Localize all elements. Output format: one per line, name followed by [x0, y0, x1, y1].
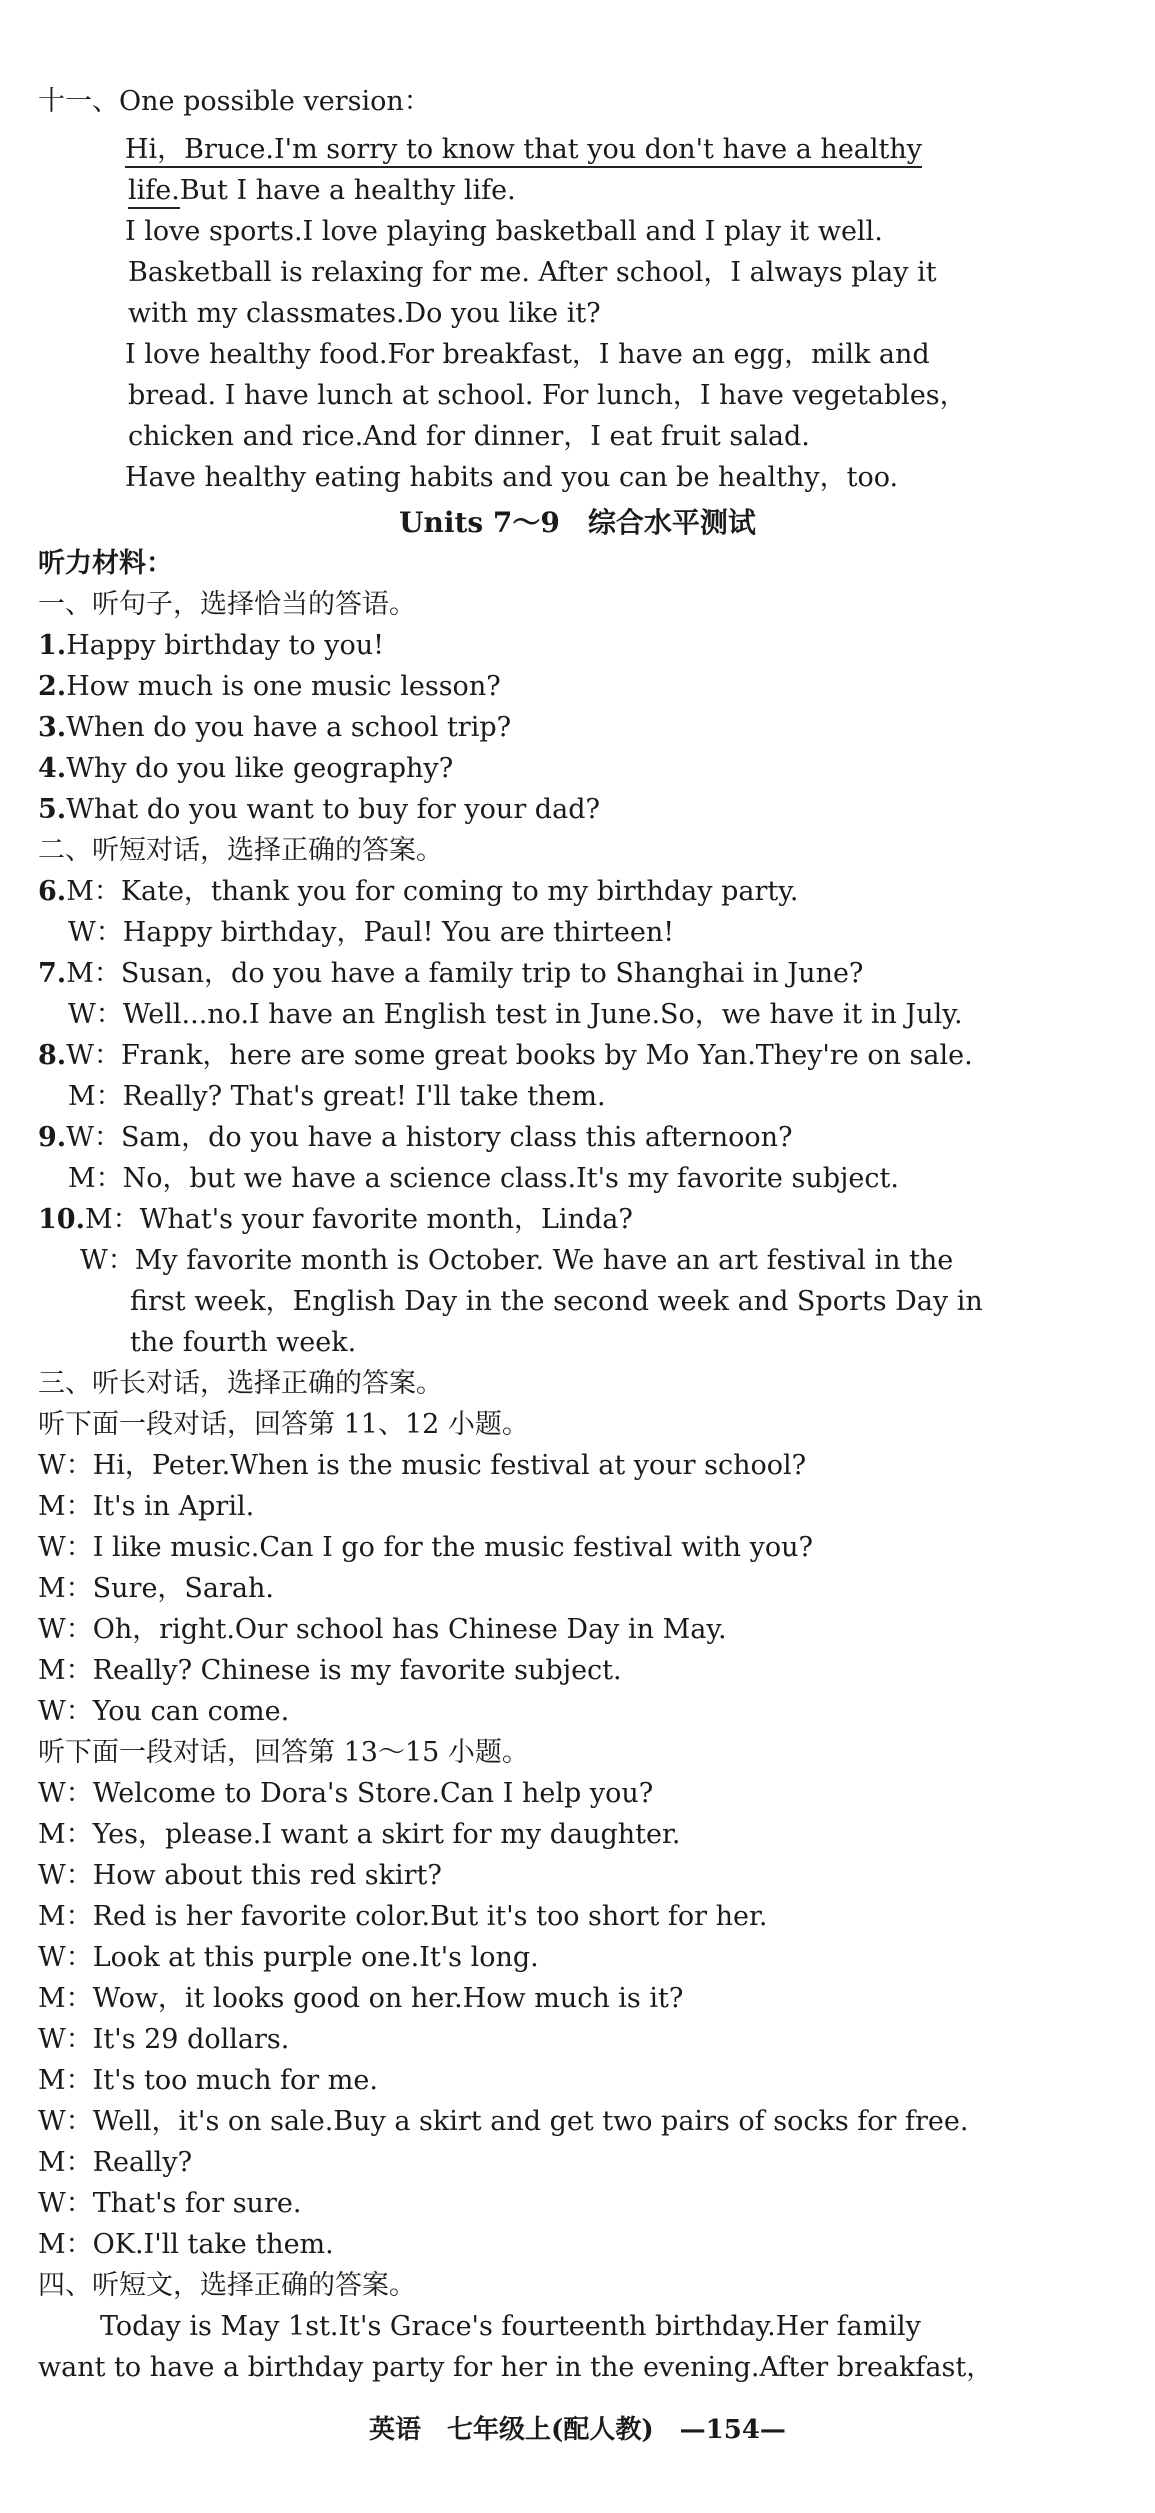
part2-title: 二、听短对话，选择正确的答案。: [38, 835, 443, 866]
dialog-line: W：Oh，right.Our school has Chinese Day in May.: [38, 1614, 727, 1645]
dialog-line: W：Welcome to Dora's Store.Can I help you?: [38, 1778, 654, 1809]
dialog-line: M：It's in April.: [38, 1491, 255, 1522]
dialog-line: the fourth week.: [130, 1327, 357, 1358]
essay-line: I love healthy food.For breakfast，I have an egg，milk and: [125, 339, 930, 370]
dialog-line: W：Happy birthday，Paul! You are thirteen!: [68, 917, 675, 948]
page-footer: 英语 七年级上(配人教) —154—: [369, 2415, 786, 2445]
dialog-line: W：Hi，Peter.When is the music festival at your school?: [38, 1450, 807, 1481]
section-title: Units 7～9 综合水平测试: [399, 506, 756, 539]
essay-line: with my classmates.Do you like it?: [128, 298, 601, 329]
dialog-line: W：That's for sure.: [38, 2188, 302, 2219]
list-item: 2.How much is one music lesson?: [38, 671, 501, 702]
underlined-text: Hi，Bruce.I'm sorry to know that you don't have a healthy: [125, 134, 922, 168]
underlined-text: life.: [128, 175, 180, 209]
dialog-line: first week，English Day in the second week and Sports Day in: [130, 1286, 983, 1317]
dialog-line: M：OK.I'll take them.: [38, 2229, 334, 2260]
dialog-line: M：It's too much for me.: [38, 2065, 378, 2096]
dialog-line: M：Really?: [38, 2147, 193, 2178]
dialog-line: 8.W：Frank，here are some great books by Mo Yan.They're on sale.: [38, 1040, 973, 1071]
dialog-line: M：No，but we have a science class.It's my favorite subject.: [68, 1163, 899, 1194]
dialog-line: M：Sure，Sarah.: [38, 1573, 274, 1604]
dialog-line: 6.M：Kate，thank you for coming to my birthday party.: [38, 876, 799, 907]
passage-line: want to have a birthday party for her in the evening.After breakfast，: [38, 2352, 994, 2383]
part4-title: 四、听短文，选择正确的答案。: [38, 2270, 416, 2301]
dialog-line: W：How about this red skirt?: [38, 1860, 442, 1891]
list-item: 1.Happy birthday to you!: [38, 630, 384, 661]
dialog-line: W：Look at this purple one.It's long.: [38, 1942, 539, 1973]
dialog-line: M：Really? Chinese is my favorite subject.: [38, 1655, 622, 1686]
dialog-line: W：I like music.Can I go for the music festival with you?: [38, 1532, 814, 1563]
list-item: 3.When do you have a school trip?: [38, 712, 512, 743]
part3-title: 三、听长对话，选择正确的答案。: [38, 1368, 443, 1399]
essay-line: bread. I have lunch at school. For lunch，I have vegetables，: [128, 380, 967, 411]
essay-line: Basketball is relaxing for me. After school，I always play it: [128, 257, 937, 288]
part1-title: 一、听句子，选择恰当的答语。: [38, 589, 416, 620]
dialog-line: W：Well，it's on sale.Buy a skirt and get two pairs of socks for free.: [38, 2106, 969, 2137]
dialog-line: M：Red is her favorite color.But it's too short for her.: [38, 1901, 768, 1932]
essay-text: But I have a healthy life.: [179, 175, 516, 206]
dialog-line: M：Wow，it looks good on her.How much is it?: [38, 1983, 684, 2014]
dialog-intro: 听下面一段对话，回答第 11、12 小题。: [38, 1409, 529, 1440]
essay-line: [128, 173, 1128, 209]
list-item: 5.What do you want to buy for your dad?: [38, 794, 600, 825]
dialog-line: 10.M：What's your favorite month，Linda?: [38, 1204, 633, 1235]
essay-line: [125, 132, 1125, 168]
dialog-line: M：Yes，please.I want a skirt for my daughter.: [38, 1819, 681, 1850]
dialog-line: W：It's 29 dollars.: [38, 2024, 290, 2055]
listening-title: 听力材料：: [38, 548, 173, 579]
passage-line: Today is May 1st.It's Grace's fourteenth birthday.Her family: [100, 2311, 921, 2342]
essay-line: chicken and rice.And for dinner，I eat fruit salad.: [128, 421, 810, 452]
essay-line: Have healthy eating habits and you can be healthy，too.: [125, 462, 899, 493]
dialog-line: W：You can come.: [38, 1696, 290, 1727]
essay-line: I love sports.I love playing basketball and I play it well.: [125, 216, 883, 247]
dialog-line: M：Really? That's great! I'll take them.: [68, 1081, 606, 1112]
dialog-line: 9.W：Sam，do you have a history class this afternoon?: [38, 1122, 793, 1153]
list-item: 4.Why do you like geography?: [38, 753, 454, 784]
dialog-line: W：Well...no.I have an English test in June.So，we have it in July.: [68, 999, 963, 1030]
dialog-line: 7.M：Susan，do you have a family trip to Shanghai in June?: [38, 958, 864, 989]
dialog-intro: 听下面一段对话，回答第 13～15 小题。: [38, 1737, 529, 1768]
dialog-line: W：My favorite month is October. We have an art festival in the: [80, 1245, 954, 1276]
essay-label: 十一、One possible version：: [38, 86, 431, 117]
